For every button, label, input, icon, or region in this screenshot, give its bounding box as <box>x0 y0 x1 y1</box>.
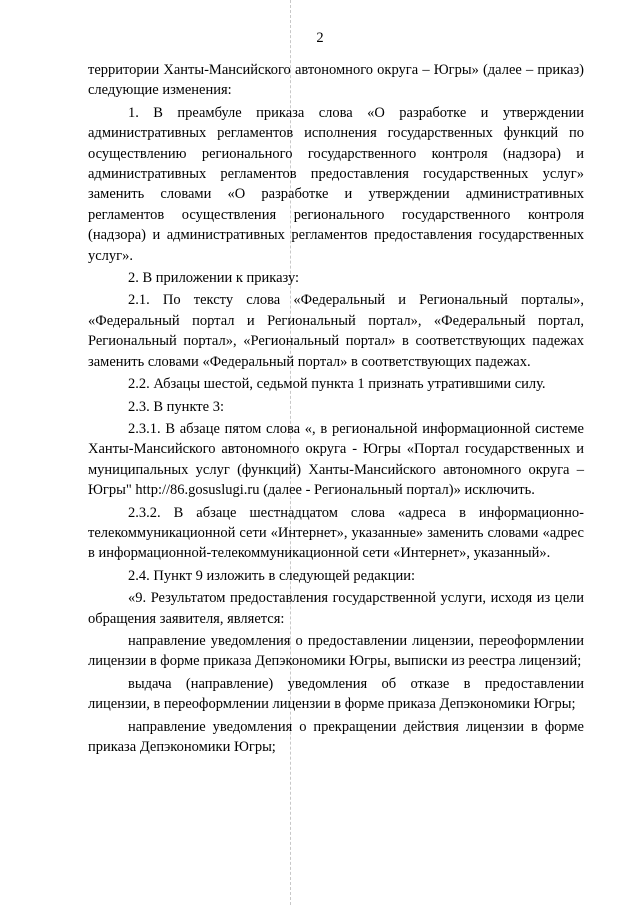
paragraph-item-2-3: 2.3. В пункте 3: <box>128 398 224 415</box>
paragraph-result-2: выдача (направление) уведомления об отказе в предоставлении лицензии, в переоформлении лицензии в форме приказа Депэкономики Югры; <box>88 675 584 713</box>
paragraph-item-2-4: 2.4. Пункт 9 изложить в следующей редакции: <box>128 567 416 584</box>
paragraph-intro-continuation: территории Ханты-Мансийского автономного округа – Югры» (далее – приказ) следующие изменения: <box>88 62 584 99</box>
paragraph-result-3: направление уведомления о прекращении действия лицензии в форме приказа Депэкономики Югры; <box>88 718 584 755</box>
paragraph-item-2-3-1: 2.3.1. В абзаце пятом слова «, в региональной информационной системе Ханты-Мансийского автономного округа - Югры «Портал государственных и муниципальных услуг (функций) Ханты-Мансийского автономного округа – Югры" http://86.gosuslugi.ru (далее - Региональный портал)» исключить. <box>88 420 584 499</box>
paragraph-item-2: 2. В приложении к приказу: <box>128 270 300 287</box>
paragraph-item-9-intro: «9. Результатом предоставления государственной услуги, исходя из цели обращения заявителя, является: <box>88 590 584 627</box>
paragraph-result-1: направление уведомления о предоставлении лицензии, переоформлении лицензии в форме приказа Депэкономики Югры, выписки из реестра лицензий; <box>88 632 584 670</box>
paragraph-item-2-1: 2.1. По тексту слова «Федеральный и Региональный порталы», «Федеральный портал и Региональный портал», «Федеральный портал, Региональный портал», «Региональный портал» в соответствующих падежах заменить словами «Федеральный портал» в соответствующих падежах. <box>88 292 584 370</box>
document-body <box>88 60 584 757</box>
page-number: 2 <box>316 30 324 46</box>
paragraph-item-2-2: 2.2. Абзацы шестой, седьмой пункта 1 признать утратившими силу. <box>128 376 546 393</box>
paragraph-item-2-3-2: 2.3.2. В абзаце шестнадцатом слова «адреса в информационно-телекоммуникационной сети «Интернет», указанные» заменить словами «адрес в информационной-телекоммуникационной сети «Интернет», указанный». <box>88 504 584 562</box>
paragraph-item-1: 1. В преамбуле приказа слова «О разработке и утверждении административных регламентов исполнения государственных функций по осуществлению регионального государственного контроля (надзора) и административных регламентов предоставления государственных услуг» заменить словами «О разработке и утверждении административных регламентов осуществления регионального государственного контроля (надзора) и административных регламентов предоставления государственных услуг». <box>88 104 584 264</box>
